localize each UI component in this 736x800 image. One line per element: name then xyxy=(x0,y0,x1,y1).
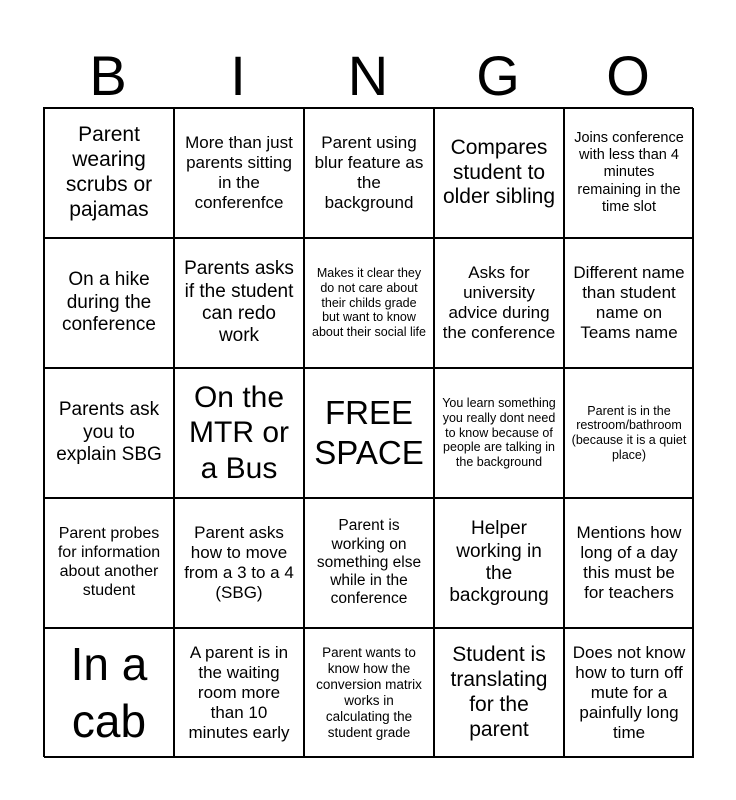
bingo-cell[interactable]: Parent probes for information about another student xyxy=(44,498,174,628)
bingo-cell[interactable]: Parent is working on something else while in the conference xyxy=(304,498,434,628)
bingo-cell[interactable]: Parent is in the restroom/bathroom (because it is a quiet place) xyxy=(564,368,694,498)
bingo-cell[interactable]: Parents asks if the student can redo work xyxy=(174,238,304,368)
bingo-cell[interactable]: Different name than student name on Teams name xyxy=(564,238,694,368)
header-letter-b: B xyxy=(89,44,127,107)
bingo-cell[interactable]: Makes it clear they do not care about their childs grade but want to know about their social life xyxy=(304,238,434,368)
bingo-cell[interactable]: You learn something you really dont need to know because of people are talking in the background xyxy=(434,368,564,498)
bingo-cell[interactable]: On a hike during the conference xyxy=(44,238,174,368)
bingo-cell[interactable]: Helper working in the backgroung xyxy=(434,498,564,628)
bingo-cell[interactable]: Asks for university advice during the conference xyxy=(434,238,564,368)
bingo-board xyxy=(43,107,693,757)
bingo-cell[interactable]: Parent wants to know how the conversion matrix works in calculating the student grade xyxy=(304,628,434,758)
header-letter-o: O xyxy=(606,44,650,107)
bingo-cell[interactable]: Parent asks how to move from a 3 to a 4 (SBG) xyxy=(174,498,304,628)
free-space-cell[interactable]: FREE SPACE xyxy=(304,368,434,498)
bingo-header xyxy=(43,44,693,108)
header-letter-i: I xyxy=(230,44,246,107)
bingo-cell[interactable]: Parents ask you to explain SBG xyxy=(44,368,174,498)
bingo-cell[interactable]: On the MTR or a Bus xyxy=(174,368,304,498)
bingo-cell[interactable]: Parent wearing scrubs or pajamas xyxy=(44,108,174,238)
header-letter-n: N xyxy=(347,44,389,107)
bingo-cell[interactable]: Compares student to older sibling xyxy=(434,108,564,238)
bingo-cell[interactable]: More than just parents sitting in the conferenfce xyxy=(174,108,304,238)
bingo-cell[interactable]: A parent is in the waiting room more than 10 minutes early xyxy=(174,628,304,758)
bingo-cell[interactable]: Student is translating for the parent xyxy=(434,628,564,758)
bingo-cell[interactable]: Parent using blur feature as the background xyxy=(304,108,434,238)
bingo-cell[interactable]: Does not know how to turn off mute for a painfully long time xyxy=(564,628,694,758)
header-letter-g: G xyxy=(476,44,520,107)
bingo-cell[interactable]: Joins conference with less than 4 minutes remaining in the time slot xyxy=(564,108,694,238)
bingo-cell[interactable]: In a cab xyxy=(44,628,174,758)
bingo-cell[interactable]: Mentions how long of a day this must be for teachers xyxy=(564,498,694,628)
